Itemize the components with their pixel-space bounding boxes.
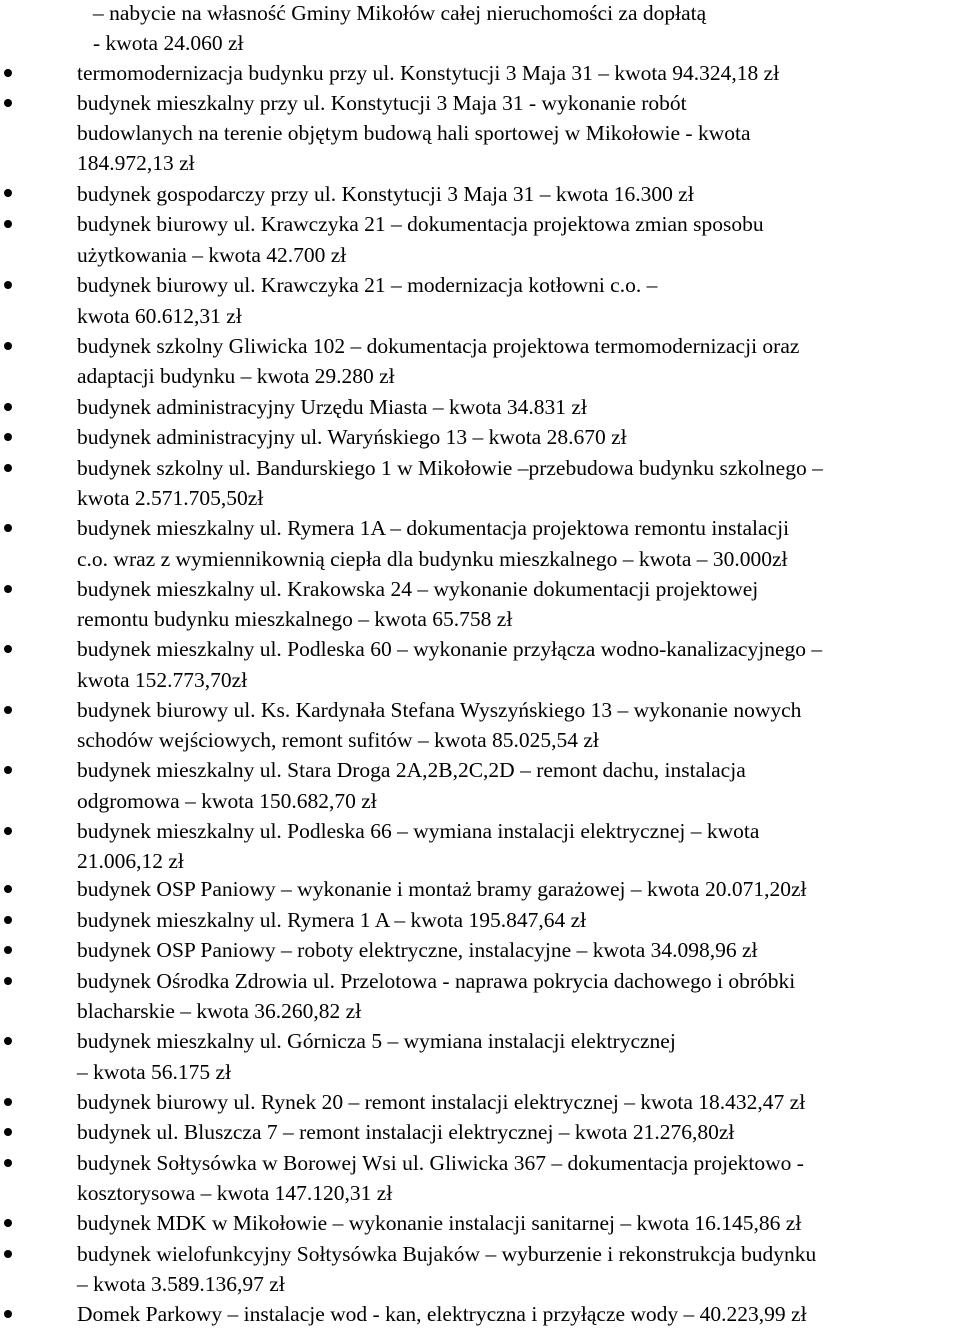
list-bullet xyxy=(4,189,12,197)
list-bullet xyxy=(4,645,12,653)
list-bullet xyxy=(4,342,12,350)
text-line: kwota 2.571.705,50zł xyxy=(77,486,264,510)
text-line: budynek administracyjny ul. Waryńskiego 13 – kwota 28.670 zł xyxy=(77,425,627,449)
text-line: 21.006,12 zł xyxy=(77,849,184,873)
list-bullet xyxy=(4,1250,12,1258)
list-bullet xyxy=(4,827,12,835)
text-line: budynek szkolny ul. Bandurskiego 1 w Mikołowie –przebudowa budynku szkolnego – xyxy=(77,456,823,480)
list-bullet xyxy=(4,1159,12,1167)
text-line: budynek mieszkalny ul. Rymera 1 A – kwota 195.847,64 zł xyxy=(77,908,587,932)
text-line: odgromowa – kwota 150.682,70 zł xyxy=(77,789,377,813)
text-line: - kwota 24.060 zł xyxy=(93,31,244,55)
list-bullet xyxy=(4,99,12,107)
list-bullet xyxy=(4,433,12,441)
text-line: budynek Ośrodka Zdrowia ul. Przelotowa - naprawa pokrycia dachowego i obróbki xyxy=(77,969,796,993)
list-bullet xyxy=(4,1098,12,1106)
text-line: budynek biurowy ul. Ks. Kardynała Stefana Wyszyńskiego 13 – wykonanie nowych xyxy=(77,698,802,722)
text-line: kwota 60.612,31 zł xyxy=(77,304,242,328)
list-bullet xyxy=(4,766,12,774)
text-line: budynek biurowy ul. Rynek 20 – remont instalacji elektrycznej – kwota 18.432,47 zł xyxy=(77,1090,806,1114)
text-line: budynek mieszkalny ul. Podleska 60 – wykonanie przyłącza wodno-kanalizacyjnego – xyxy=(77,637,823,661)
text-line: budynek administracyjny Urzędu Miasta – kwota 34.831 zł xyxy=(77,395,587,419)
text-line: budynek mieszkalny ul. Rymera 1A – dokumentacja projektowa remontu instalacji xyxy=(77,516,790,540)
text-line: budynek mieszkalny ul. Krakowska 24 – wykonanie dokumentacji projektowej xyxy=(77,577,759,601)
text-line: budynek wielofunkcyjny Sołtysówka Bujaków – wyburzenie i rekonstrukcja budynku xyxy=(77,1242,817,1266)
list-bullet xyxy=(4,1037,12,1045)
text-line: budynek szkolny Gliwicka 102 – dokumentacja projektowa termomodernizacji oraz xyxy=(77,334,800,358)
list-bullet xyxy=(4,464,12,472)
text-line: budynek biurowy ul. Krawczyka 21 – modernizacja kotłowni c.o. – xyxy=(77,273,658,297)
list-bullet xyxy=(4,885,12,893)
list-bullet xyxy=(4,220,12,228)
list-bullet xyxy=(4,403,12,411)
text-line: 184.972,13 zł xyxy=(77,151,195,175)
list-bullet xyxy=(4,69,12,77)
list-bullet xyxy=(4,1128,12,1136)
list-bullet xyxy=(4,706,12,714)
list-bullet xyxy=(4,946,12,954)
list-bullet xyxy=(4,1310,12,1318)
list-bullet xyxy=(4,524,12,532)
text-line: – nabycie na własność Gminy Mikołów całej nieruchomości za dopłatą xyxy=(93,1,707,25)
text-line: budynek biurowy ul. Krawczyka 21 – dokumentacja projektowa zmian sposobu xyxy=(77,212,764,236)
list-bullet xyxy=(4,281,12,289)
text-line: Domek Parkowy – instalacje wod - kan, elektryczna i przyłącze wody – 40.223,99 zł xyxy=(77,1302,807,1326)
text-line: użytkowania – kwota 42.700 zł xyxy=(77,243,347,267)
text-line: budynek ul. Bluszcza 7 – remont instalacji elektrycznej – kwota 21.276,80zł xyxy=(77,1120,735,1144)
list-bullet xyxy=(4,1219,12,1227)
text-line: budynek MDK w Mikołowie – wykonanie instalacji sanitarnej – kwota 16.145,86 zł xyxy=(77,1211,802,1235)
text-line: c.o. wraz z wymiennikownią ciepła dla budynku mieszkalnego – kwota – 30.000zł xyxy=(77,547,788,571)
text-line: termomodernizacja budynku przy ul. Konstytucji 3 Maja 31 – kwota 94.324,18 zł xyxy=(77,61,780,85)
text-line: kwota 152.773,70zł xyxy=(77,668,248,692)
text-line: remontu budynku mieszkalnego – kwota 65.758 zł xyxy=(77,607,513,631)
text-line: budynek Sołtysówka w Borowej Wsi ul. Gliwicka 367 – dokumentacja projektowo - xyxy=(77,1151,804,1175)
text-line: budynek OSP Paniowy – roboty elektryczne, instalacyjne – kwota 34.098,96 zł xyxy=(77,938,758,962)
text-line: adaptacji budynku – kwota 29.280 zł xyxy=(77,364,395,388)
list-bullet xyxy=(4,977,12,985)
list-bullet xyxy=(4,585,12,593)
text-line: budynek gospodarczy przy ul. Konstytucji 3 Maja 31 – kwota 16.300 zł xyxy=(77,182,694,206)
text-line: budynek mieszkalny ul. Stara Droga 2A,2B,2C,2D – remont dachu, instalacja xyxy=(77,758,746,782)
text-line: budynek mieszkalny przy ul. Konstytucji 3 Maja 31 - wykonanie robót xyxy=(77,91,687,115)
text-line: budowlanych na terenie objętym budową hali sportowej w Mikołowie - kwota xyxy=(77,121,751,145)
text-line: – kwota 3.589.136,97 zł xyxy=(77,1272,285,1296)
text-line: schodów wejściowych, remont sufitów – kwota 85.025,54 zł xyxy=(77,728,599,752)
list-bullet xyxy=(4,916,12,924)
text-line: budynek OSP Paniowy – wykonanie i montaż bramy garażowej – kwota 20.071,20zł xyxy=(77,877,807,901)
text-line: – kwota 56.175 zł xyxy=(77,1060,232,1084)
text-line: blacharskie – kwota 36.260,82 zł xyxy=(77,999,362,1023)
text-line: budynek mieszkalny ul. Podleska 66 – wymiana instalacji elektrycznej – kwota xyxy=(77,819,760,843)
text-line: kosztorysowa – kwota 147.120,31 zł xyxy=(77,1181,393,1205)
text-line: budynek mieszkalny ul. Górnicza 5 – wymiana instalacji elektrycznej xyxy=(77,1029,676,1053)
